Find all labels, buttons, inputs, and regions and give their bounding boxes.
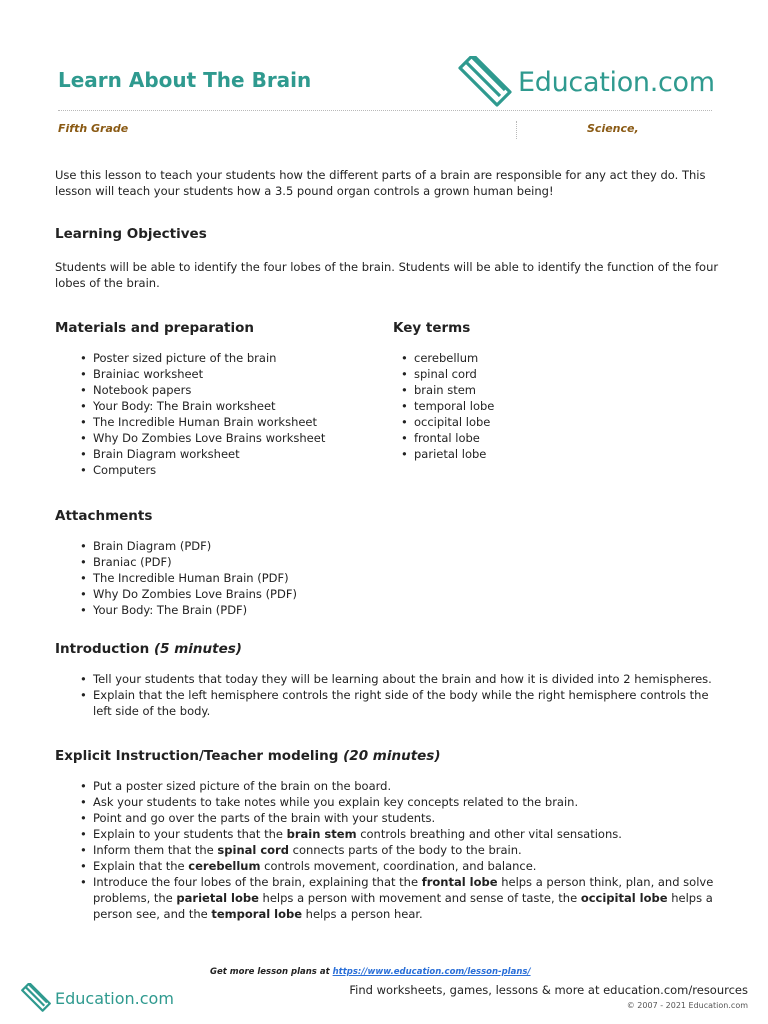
instruction-text: Explain to your students that the	[93, 827, 287, 841]
attachment-item: • Why Do Zombies Love Brains (PDF)	[55, 586, 715, 602]
copyright-text: © 2007 - 2021 Education.com	[626, 1001, 748, 1010]
instruction-list	[55, 778, 725, 922]
materials-list	[55, 350, 375, 478]
instruction-text: helps a person think, plan, and solve problems, the	[93, 875, 714, 905]
key-term-item: • frontal lobe	[376, 430, 713, 446]
attachment-item: • Braniac (PDF)	[55, 554, 715, 570]
key-term-item: • brain stem	[376, 382, 713, 398]
instruction-text: Put a poster sized picture of the brain on the board.	[93, 779, 392, 793]
instruction-text: helps a person hear.	[302, 907, 423, 921]
key-term-item: • temporal lobe	[376, 398, 713, 414]
footer-logo-text: Education.com	[55, 988, 174, 1008]
introduction-heading-text: Introduction	[55, 641, 150, 657]
attachment-item: • The Incredible Human Brain (PDF)	[55, 570, 715, 586]
instruction-step	[55, 794, 725, 810]
key-term-item: • cerebellum	[376, 350, 713, 366]
key-term-item: • spinal cord	[376, 366, 713, 382]
materials-item: • Your Body: The Brain worksheet	[55, 398, 375, 414]
instruction-step	[55, 858, 725, 874]
instruction-text: Introduce the four lobes of the brain, explaining that the	[93, 875, 422, 889]
attachments-list	[55, 538, 715, 618]
footer-cta	[210, 967, 531, 977]
lesson-plans-link[interactable]: https://www.education.com/lesson-plans/	[332, 967, 531, 977]
instruction-text: helps a person see, and the	[93, 891, 713, 921]
subject-label: Science,	[587, 122, 639, 135]
instruction-text: Point and go over the parts of the brain with your students.	[93, 811, 436, 825]
instruction-heading-text: Explicit Instruction/Teacher modeling	[55, 748, 339, 764]
instruction-text: Explain that the	[93, 859, 189, 873]
introduction-time: (5 minutes)	[153, 641, 242, 657]
key-term-highlight: spinal cord	[217, 843, 289, 857]
key-term-highlight: temporal lobe	[211, 907, 303, 921]
key-terms-heading: Key terms	[393, 320, 471, 336]
page-title: Learn About The Brain	[58, 68, 312, 92]
instruction-step	[55, 826, 725, 842]
introduction-step: • Tell your students that today they will be learning about the brain and how it is divided into 2 hemispheres.	[55, 671, 715, 687]
introduction-heading	[55, 641, 715, 657]
key-term-highlight: brain stem	[286, 827, 357, 841]
key-term-highlight: frontal lobe	[421, 875, 498, 889]
introduction-step: • Explain that the left hemisphere controls the right side of the body while the right hemisphere controls the left side of the body.	[55, 687, 715, 719]
logo-text: Education.com	[518, 66, 715, 98]
key-term-highlight: occipital lobe	[580, 891, 668, 905]
attachment-item: • Brain Diagram (PDF)	[55, 538, 715, 554]
instruction-step	[55, 810, 725, 826]
pencil-logo-icon	[456, 56, 514, 108]
instruction-time: (20 minutes)	[343, 748, 441, 764]
attachment-item: • Your Body: The Brain (PDF)	[55, 602, 715, 618]
materials-item: • Notebook papers	[55, 382, 375, 398]
instruction-text: Ask your students to take notes while you explain key concepts related to the brain.	[93, 795, 579, 809]
instruction-step	[55, 778, 725, 794]
education-logo[interactable]	[456, 56, 715, 108]
key-terms-list	[376, 350, 713, 462]
instruction-text: helps a person with movement and sense of taste, the	[258, 891, 581, 905]
materials-heading: Materials and preparation	[55, 320, 254, 336]
instruction-heading	[55, 748, 725, 764]
intro-paragraph: Use this lesson to teach your students how the different parts of a brain are responsible for any act they do. This lesson will teach your students how a 3.5 pound organ controls a grown human being!	[55, 168, 706, 198]
materials-item: • Poster sized picture of the brain	[55, 350, 375, 366]
key-term-highlight: parietal lobe	[176, 891, 259, 905]
materials-item: • Why Do Zombies Love Brains worksheet	[55, 430, 375, 446]
key-term-item: • occipital lobe	[376, 414, 713, 430]
materials-item: • The Incredible Human Brain worksheet	[55, 414, 375, 430]
footer-cta-text: Get more lesson plans at	[210, 967, 333, 977]
key-term-item: • parietal lobe	[376, 446, 713, 462]
materials-item: • Computers	[55, 462, 375, 478]
grade-label: Fifth Grade	[58, 122, 129, 135]
header-column-divider	[516, 121, 517, 139]
instruction-text: controls breathing and other vital sensations.	[356, 827, 622, 841]
objectives-text: Students will be able to identify the four lobes of the brain. Students will be able to identify the function of the four lobes of the brain.	[55, 260, 719, 290]
instruction-text: controls movement, coordination, and balance.	[260, 859, 537, 873]
instruction-text: connects parts of the body to the brain.	[288, 843, 522, 857]
materials-item: • Brainiac worksheet	[55, 366, 375, 382]
key-term-highlight: cerebellum	[188, 859, 261, 873]
instruction-text: Inform them that the	[93, 843, 218, 857]
attachments-heading: Attachments	[55, 508, 153, 524]
introduction-list	[55, 671, 715, 719]
header-divider	[58, 110, 712, 111]
pencil-logo-icon	[20, 983, 52, 1013]
instruction-step	[55, 842, 725, 858]
materials-item: • Brain Diagram worksheet	[55, 446, 375, 462]
objectives-heading: Learning Objectives	[55, 226, 207, 242]
instruction-step	[55, 874, 725, 922]
footer-resources-text: Find worksheets, games, lessons & more at education.com/resources	[349, 983, 748, 997]
footer-logo[interactable]	[20, 983, 174, 1013]
